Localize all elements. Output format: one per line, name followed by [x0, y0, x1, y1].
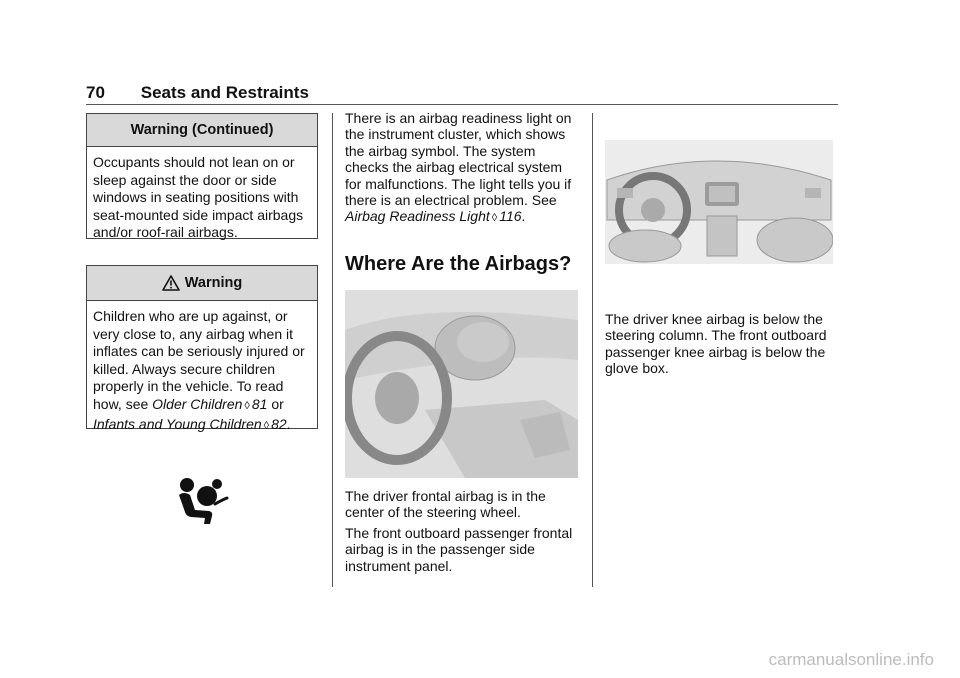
warning-continued-box: [86, 113, 318, 239]
ref-symbol: ◊: [244, 399, 250, 412]
watermark: carmanualsonline.info: [768, 650, 934, 669]
older-children-link[interactable]: Older Children: [152, 395, 243, 412]
ref-symbol: ◊: [263, 419, 270, 432]
warning-triangle-icon: [162, 275, 180, 291]
passenger-airbag-caption: The front outboard passenger frontal airbag is in the passenger side instrument panel.: [345, 525, 573, 574]
section-heading: Where Are the Airbags?: [345, 253, 572, 275]
page-number: 70: [86, 83, 105, 102]
older-children-page[interactable]: 81: [251, 395, 268, 412]
ref-symbol: ◊: [491, 212, 498, 225]
frontal-airbag-illustration: [345, 290, 578, 478]
airbag-readiness-link[interactable]: Airbag Readiness Light: [345, 208, 490, 225]
column-2-intro: There is an airbag readiness light on the instrument cluster, which shows the airbag symbol. The system checks the airbag electrical system for malfunctions. The light tells you if there is an electrical problem. See Airbag Readiness Light ◊ 116.: [345, 110, 572, 225]
warning-continued-title: Warning (Continued): [87, 114, 317, 147]
infants-children-link[interactable]: Infants and Young Children: [93, 415, 262, 432]
warning-continued-body: Occupants should not lean on or sleep against the door or side windows in seating positions with seat-mounted side impact airbags and/or roof-rail airbags.: [93, 154, 304, 241]
knee-airbag-caption: The driver knee airbag is below the steering column. The front outboard passenger knee airbag is below the glove box.: [605, 311, 827, 377]
frontal-airbag-drawing: [345, 290, 578, 478]
knee-airbag-illustration: [605, 140, 833, 264]
warning-children-box: [86, 265, 318, 432]
airbag-readiness-page[interactable]: 116: [499, 208, 522, 225]
warning-children-title: Warning: [87, 266, 317, 301]
page-header: [86, 82, 838, 105]
column-divider-left: [332, 113, 333, 587]
infants-children-page[interactable]: 82: [271, 415, 287, 432]
driver-airbag-caption: The driver frontal airbag is in the center of the steering wheel.: [345, 488, 546, 521]
knee-airbag-drawing: [605, 140, 833, 264]
column-divider-right: [592, 113, 593, 587]
section-title: Seats and Restraints: [140, 83, 309, 102]
warning-children-body: Children who are up against, or very close to, any airbag when it inflates can be seriously injured or killed. Always secure children properly in the vehicle. To read how, see Older Children ◊ 81 or Infants and Young Children ◊ 82.: [93, 308, 305, 432]
airbag-readiness-icon: [176, 476, 230, 526]
